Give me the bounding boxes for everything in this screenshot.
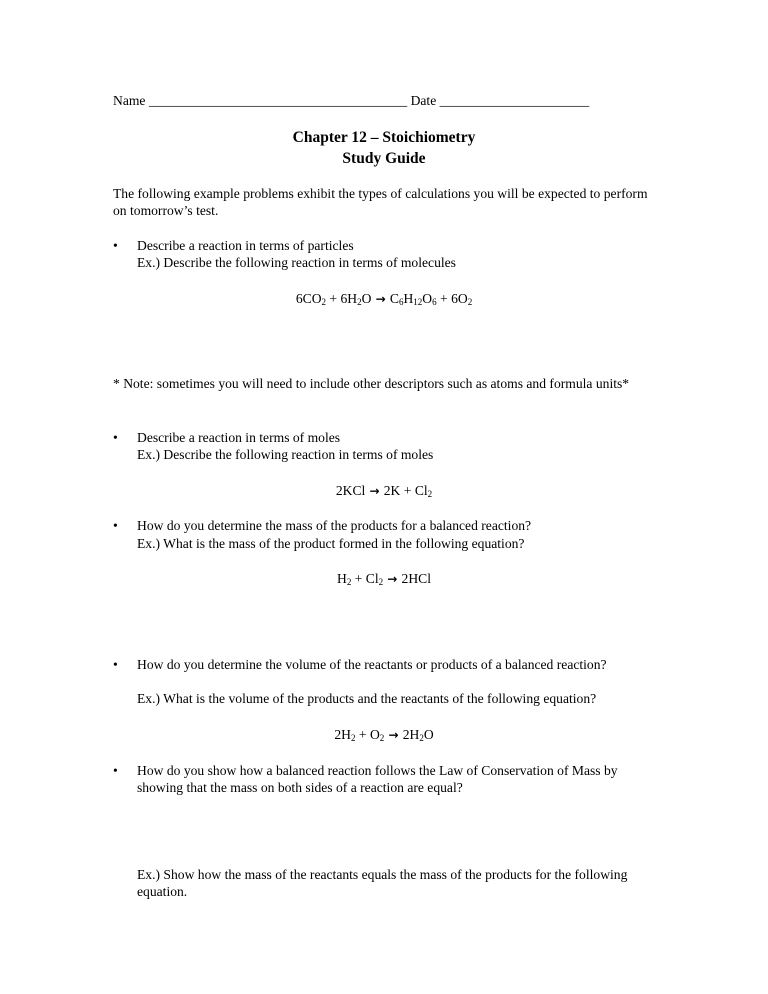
example-5-text: Ex.) Show how the mass of the reactants equals the mass of the products for the following equation. xyxy=(137,867,628,899)
bullet-2-glyph: • xyxy=(113,430,118,445)
bullet-4-text: How do you determine the volume of the reactants or products of a balanced reaction? xyxy=(137,657,607,672)
bullet-3-glyph: • xyxy=(113,518,118,533)
note-paragraph: * Note: sometimes you will need to include other descriptors such as atoms and formula units* xyxy=(113,376,630,391)
product-species: 2HCl xyxy=(401,571,432,586)
reactant-species: $H_2$ xyxy=(336,571,352,587)
equation-4: $2H_2 + O_2 \to 2H_2O$ xyxy=(334,727,434,743)
bullet-2-text: Describe a reaction in terms of moles xyxy=(137,430,341,445)
equation-3: $H_2 + Cl_2 \to 2HCl$ xyxy=(336,571,432,587)
reaction-arrow-icon: → xyxy=(371,292,390,306)
bullet-5-glyph: • xyxy=(113,763,118,778)
bullet-4-glyph: • xyxy=(113,657,118,672)
example-3-text: Ex.) What is the mass of the product formed in the following equation? xyxy=(137,536,525,551)
product-species: $2H_2O$ xyxy=(402,727,434,743)
example-1-text: Ex.) Describe the following reaction in terms of molecules xyxy=(137,255,456,270)
reactant-species: $6CO_2$ xyxy=(295,291,327,307)
reactant-species: $O_2$ xyxy=(369,727,385,743)
title-line-2: Study Guide xyxy=(342,150,426,167)
bullet-3-text: How do you determine the mass of the products for a balanced reaction? xyxy=(137,518,532,533)
intro-paragraph: The following example problems exhibit the types of calculations you will be expected to perform on tomorrow’s test. xyxy=(113,186,648,218)
equation-1: $6CO_2 + 6H_2O \to C_6H_{12}O_6 + 6O_2$ xyxy=(295,291,473,307)
bullet-1-text: Describe a reaction in terms of particles xyxy=(137,238,354,253)
reaction-arrow-icon: → xyxy=(383,572,402,586)
product-species: 2K xyxy=(383,483,401,498)
reaction-arrow-icon: → xyxy=(384,728,403,742)
date-blank: ______________________ xyxy=(439,93,590,108)
name-label: Name xyxy=(113,93,146,108)
bullet-5-text: How do you show how a balanced reaction follows the Law of Conservation of Mass by showing that the mass on both sides of a reaction are equal? xyxy=(137,763,618,795)
reactant-species: $6H_2O$ xyxy=(340,291,372,307)
name-date-line xyxy=(113,92,673,109)
bullet-1-glyph: • xyxy=(113,238,118,253)
name-blank: ______________________________________ xyxy=(148,93,408,108)
reactant-species: $2H_2$ xyxy=(334,727,356,743)
product-species: $Cl_2$ xyxy=(414,483,433,499)
example-4-text: Ex.) What is the volume of the products and the reactants of the following equation? xyxy=(137,691,597,706)
product-species: $C_6H_{12}O_6$ xyxy=(389,291,437,307)
equation-2: $2KCl \to 2K + Cl_2$ xyxy=(335,483,433,499)
reactant-species: $Cl_2$ xyxy=(365,571,384,587)
title-line-1: Chapter 12 – Stoichiometry xyxy=(292,129,476,146)
example-2-text: Ex.) Describe the following reaction in terms of moles xyxy=(137,447,434,462)
date-label: Date xyxy=(410,93,437,108)
product-species: $6O_2$ xyxy=(451,291,473,307)
reaction-arrow-icon: → xyxy=(365,484,384,498)
reactant-species: 2KCl xyxy=(335,483,366,498)
